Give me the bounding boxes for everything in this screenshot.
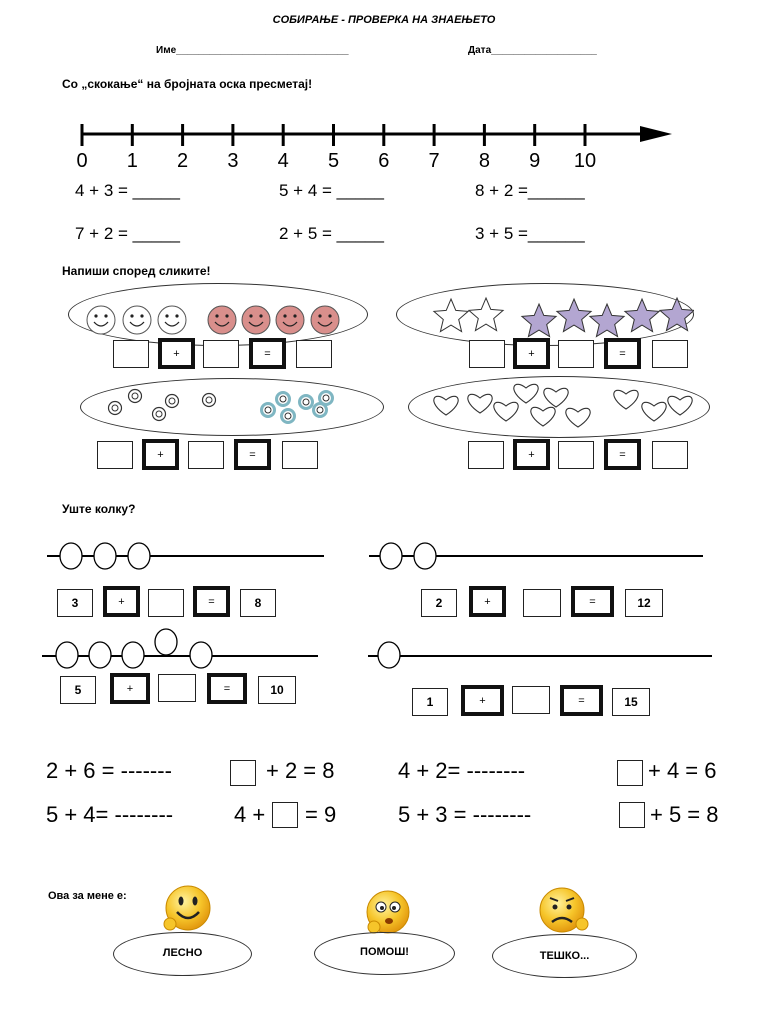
equals-box: = (249, 338, 286, 369)
heart-icon (434, 396, 458, 415)
equation-2-plus-6: 2 + 6 = ------- (46, 758, 172, 783)
ring-icon (129, 390, 142, 403)
missing-number-box[interactable] (619, 802, 645, 828)
smiley-icon (158, 306, 186, 334)
smiley-icon (242, 306, 270, 334)
number-line-tick-label: 9 (529, 150, 541, 172)
number-line-tick-label: 5 (327, 150, 340, 172)
equation-box-plus-4: + 4 = 6 (648, 758, 717, 783)
equation-box-plus-5: + 5 = 8 (650, 802, 719, 827)
confused-face-icon (367, 891, 409, 933)
self-assessment-label: Ова за мене е: (48, 890, 127, 902)
answer-box[interactable] (158, 674, 196, 702)
smiley-group (68, 283, 368, 346)
section3-heading: Уште колку? (62, 502, 136, 516)
star-group (396, 283, 694, 346)
plus-box: + (469, 586, 506, 617)
answer-box[interactable] (296, 340, 332, 368)
sum-box: 8 (240, 589, 276, 617)
ring-icon (300, 396, 313, 409)
star-icon (660, 298, 694, 331)
answer-box[interactable] (523, 589, 561, 617)
worried-face-icon (540, 888, 588, 932)
answer-box[interactable] (148, 589, 184, 617)
equation-3: 8 + 2 =______ (475, 181, 585, 200)
number-line-tick-label: 6 (378, 150, 390, 172)
ring-icon (262, 404, 275, 417)
missing-number-box[interactable] (617, 760, 643, 786)
answer-box[interactable] (558, 441, 594, 469)
equation-4-plus-box-prefix: 4 + (234, 802, 266, 827)
plus-box: + (142, 439, 179, 470)
plus-box: + (513, 439, 550, 470)
equals-box: = (571, 586, 614, 617)
equals-box: = (234, 439, 271, 470)
plus-box: + (158, 338, 195, 369)
plus-box: + (110, 673, 150, 704)
sum-box: 10 (258, 676, 296, 704)
equals-box: = (193, 586, 230, 617)
number-line-tick-label: 4 (277, 150, 289, 172)
heart-icon (614, 390, 638, 409)
date-field-label: Дата___________________ (468, 45, 597, 56)
ring-group (80, 378, 384, 436)
arrow-head-icon (640, 126, 672, 142)
heart-icon (642, 402, 666, 421)
answer-box[interactable] (512, 686, 550, 714)
number-line-tick-label: 8 (478, 150, 490, 172)
star-icon (625, 299, 659, 332)
heart-icon (544, 388, 568, 407)
heart-icon (668, 396, 692, 415)
answer-box[interactable] (469, 340, 505, 368)
number-line-tick-label: 0 (76, 150, 88, 172)
easy-label: ЛЕСНО (162, 947, 203, 959)
ring-icon (203, 394, 216, 407)
equation-4-plus-2: 4 + 2= -------- (398, 758, 526, 783)
equals-box: = (207, 673, 247, 704)
smiley-icon (87, 306, 115, 334)
ring-icon (314, 404, 327, 417)
answer-box[interactable] (203, 340, 239, 368)
equation-1: 4 + 3 = _____ (75, 181, 180, 200)
equation-2: 5 + 4 = _____ (279, 181, 384, 200)
missing-number-box[interactable] (230, 760, 256, 786)
answer-box[interactable] (188, 441, 224, 469)
given-number-box: 1 (412, 688, 448, 716)
number-line-tick-label: 3 (227, 150, 239, 172)
equation-5-plus-4: 5 + 4= -------- (46, 802, 174, 827)
hard-label: ТЕШКО... (539, 950, 590, 962)
equation-4: 7 + 2 = _____ (75, 224, 180, 243)
ring-icon (109, 402, 122, 415)
plus-box: + (513, 338, 550, 369)
section1-heading: Со „скокање“ на бројната оска пресметај! (62, 77, 313, 91)
given-number-box: 3 (57, 589, 93, 617)
star-icon (590, 304, 624, 337)
equation-5-plus-3: 5 + 3 = -------- (398, 802, 532, 827)
equals-box: = (560, 685, 603, 716)
equals-box: = (604, 338, 641, 369)
smiley-icon (311, 306, 339, 334)
equation-5: 2 + 5 = _____ (279, 224, 384, 243)
answer-box[interactable] (468, 441, 504, 469)
answer-box[interactable] (558, 340, 594, 368)
answer-box[interactable] (282, 441, 318, 469)
missing-number-box[interactable] (272, 802, 298, 828)
ring-icon (282, 410, 295, 423)
equation-box-plus-2: + 2 = 8 (266, 758, 335, 783)
page-title: СОБИРАЊЕ - ПРОВЕРКА НА ЗНАЕЊЕТО (272, 14, 496, 26)
number-line-tick-label: 7 (428, 150, 440, 172)
star-icon (522, 304, 556, 337)
plus-box: + (103, 586, 140, 617)
sum-box: 12 (625, 589, 663, 617)
given-number-box: 2 (421, 589, 457, 617)
heart-icon (494, 402, 518, 421)
answer-box[interactable] (97, 441, 133, 469)
number-line-tick-label: 1 (126, 150, 138, 172)
heart-icon (468, 394, 492, 413)
smiley-icon (276, 306, 304, 334)
answer-box[interactable] (652, 340, 688, 368)
given-number-box: 5 (60, 676, 96, 704)
plus-box: + (461, 685, 504, 716)
smiley-icon (208, 306, 236, 334)
equation-6: 3 + 5 =______ (475, 224, 585, 243)
number-line-tick-label: 10 (573, 150, 597, 172)
heart-icon (514, 384, 538, 403)
heart-icon (566, 408, 590, 427)
ring-icon (153, 408, 166, 421)
equals-box: = (604, 439, 641, 470)
section2-heading: Напиши според сликите! (62, 264, 211, 278)
number-line-tick-label: 2 (177, 150, 189, 172)
name-field-label: Име_______________________________ (156, 45, 349, 56)
help-label: ПОМОШ! (360, 946, 409, 958)
answer-box[interactable] (113, 340, 149, 368)
heart-group (408, 376, 710, 438)
smiley-icon (123, 306, 151, 334)
star-icon (557, 299, 591, 332)
star-icon (434, 299, 468, 332)
equation-4-plus-box-suffix: = 9 (305, 802, 337, 827)
ring-icon (277, 393, 290, 406)
happy-face-icon (164, 886, 210, 930)
ring-icon (166, 395, 179, 408)
star-icon (469, 298, 503, 331)
sum-box: 15 (612, 688, 650, 716)
answer-box[interactable] (652, 441, 688, 469)
heart-icon (531, 407, 555, 426)
